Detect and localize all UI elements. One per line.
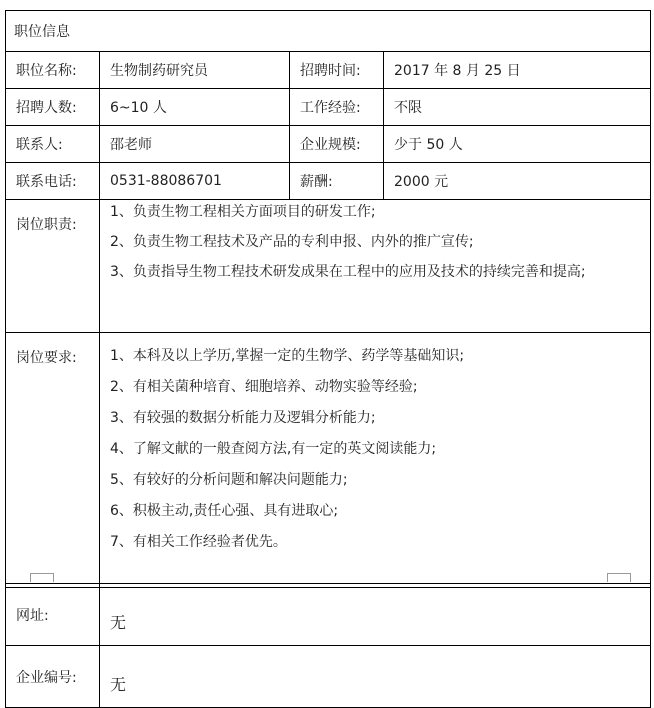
list-item: 6、积极主动,责任心强、具有进取心; [110, 503, 339, 519]
company-size-value: 少于 50 人 [384, 126, 651, 163]
requirements-list [110, 333, 650, 552]
phone-label: 联系电话: [6, 163, 100, 200]
list-item: 3、负责指导生物工程技术研发成果在工程中的应用及技术的持续完善和提高; [110, 264, 586, 280]
company-code-label: 企业编号: [6, 646, 100, 708]
list-item: 3、有较强的数据分析能力及逻辑分析能力; [110, 410, 376, 426]
table-resize-marker [607, 573, 631, 582]
table-row [6, 200, 651, 333]
table-row [6, 646, 651, 708]
website-label: 网址: [6, 584, 100, 646]
table-row [6, 126, 651, 163]
duties-cell [100, 200, 651, 333]
headcount-value: 6~10 人 [100, 89, 290, 126]
table-row [6, 163, 651, 200]
website-value: 无 [100, 584, 651, 646]
table-row [6, 333, 651, 588]
table-row [6, 52, 651, 89]
headcount-label: 招聘人数: [6, 89, 100, 126]
table-row [6, 584, 651, 646]
list-item: 2、负责生物工程技术及产品的专利申报、内外的推广宣传; [110, 234, 474, 250]
duties-label: 岗位职责: [6, 200, 100, 333]
experience-value: 不限 [384, 89, 651, 126]
list-item: 2、有相关菌种培育、细胞培养、动物实验等经验; [110, 379, 418, 395]
experience-label: 工作经验: [290, 89, 384, 126]
requirements-label: 岗位要求: [6, 333, 100, 588]
recruit-time-label: 招聘时间: [290, 52, 384, 89]
recruit-time-value: 2017 年 8 月 25 日 [384, 52, 651, 89]
company-info-table [5, 583, 651, 708]
salary-value: 2000 元 [384, 163, 651, 200]
company-code-value: 无 [100, 646, 651, 708]
list-item: 1、本科及以上学历,掌握一定的生物学、药学等基础知识; [110, 348, 465, 364]
list-item: 1、负责生物工程相关方面项目的研发工作; [110, 204, 376, 220]
company-size-label: 企业规模: [290, 126, 384, 163]
table-resize-marker [30, 573, 54, 582]
list-item: 7、有相关工作经验者优先。 [110, 534, 287, 550]
salary-label: 薪酬: [290, 163, 384, 200]
position-name-value: 生物制药研究员 [100, 52, 290, 89]
section-title: 职位信息 [6, 11, 651, 52]
list-item: 4、了解文献的一般查阅方法,有一定的英文阅读能力; [110, 441, 437, 457]
duties-list [110, 200, 650, 282]
contact-label: 联系人: [6, 126, 100, 163]
list-item: 5、有较好的分析问题和解决问题能力; [110, 472, 348, 488]
phone-value: 0531-88086701 [100, 163, 290, 200]
position-name-label: 职位名称: [6, 52, 100, 89]
contact-value: 邵老师 [100, 126, 290, 163]
requirements-cell [100, 333, 651, 588]
job-info-table [5, 10, 651, 588]
table-row [6, 89, 651, 126]
